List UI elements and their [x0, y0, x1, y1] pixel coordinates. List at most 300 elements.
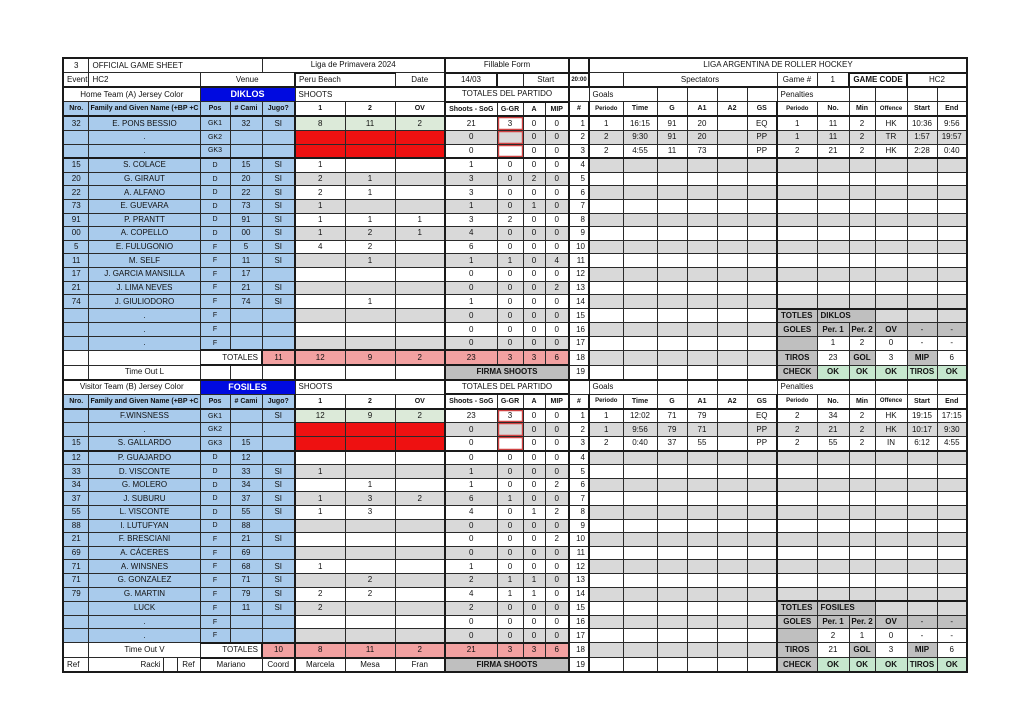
player-number-cell[interactable]: 15 — [63, 437, 89, 451]
goal-assist2-cell[interactable] — [717, 116, 747, 130]
shoot-p2-cell[interactable] — [345, 615, 395, 629]
goal-time-cell[interactable]: 4:55 — [623, 144, 657, 158]
shoot-p2-cell[interactable] — [345, 533, 395, 547]
position-cell[interactable]: GK2 — [200, 423, 230, 437]
player-number-cell[interactable]: 22 — [63, 186, 89, 200]
shoot-p1-cell[interactable]: 2 — [295, 172, 345, 186]
pen-min-cell[interactable]: 2 — [849, 437, 875, 451]
shirt-number-cell[interactable]: 88 — [230, 519, 262, 533]
played-cell[interactable] — [262, 144, 295, 158]
pen-offence-cell[interactable]: HK — [875, 116, 907, 130]
pen-number-cell[interactable]: 21 — [817, 423, 849, 437]
pen-end-cell[interactable]: 17:15 — [937, 409, 967, 423]
shirt-number-cell[interactable]: 33 — [230, 465, 262, 479]
pen-offence-cell[interactable]: HK — [875, 409, 907, 423]
played-cell[interactable] — [262, 437, 295, 451]
shoot-p1-cell[interactable]: 12 — [295, 409, 345, 423]
played-cell[interactable]: SI — [262, 478, 295, 492]
shirt-number-cell[interactable]: 11 — [230, 601, 262, 615]
goal-scorer-cell[interactable]: 91 — [657, 130, 687, 144]
shoot-ov-cell[interactable] — [395, 546, 445, 560]
shoot-p2-cell[interactable]: 11 — [345, 116, 395, 130]
shoot-p2-cell[interactable] — [345, 158, 395, 172]
shoot-p2-cell[interactable]: 3 — [345, 492, 395, 506]
pen-period-cell[interactable]: 2 — [777, 144, 817, 158]
shirt-number-cell[interactable] — [230, 309, 262, 323]
shoot-p2-cell[interactable] — [345, 423, 395, 437]
pen-start-cell[interactable]: 10:36 — [907, 116, 937, 130]
played-cell[interactable]: SI — [262, 560, 295, 574]
goal-scorer-cell[interactable]: 11 — [657, 144, 687, 158]
player-name-cell[interactable]: L. VISCONTE — [89, 506, 200, 520]
player-number-cell[interactable]: 74 — [63, 295, 89, 309]
player-name-cell[interactable]: P. PRANTT — [89, 213, 200, 227]
player-name-cell[interactable]: J. LIMA NEVES — [89, 281, 200, 295]
player-number-cell[interactable]: 21 — [63, 281, 89, 295]
goal-assist1-cell[interactable]: 20 — [687, 116, 717, 130]
date-value[interactable]: 14/03 — [445, 73, 497, 88]
pen-end-cell[interactable]: 9:56 — [937, 116, 967, 130]
goal-time-cell[interactable]: 9:56 — [623, 423, 657, 437]
shoot-ov-cell[interactable] — [395, 506, 445, 520]
position-cell[interactable]: F — [200, 573, 230, 587]
pen-number-cell[interactable]: 34 — [817, 409, 849, 423]
player-number-cell[interactable]: 71 — [63, 573, 89, 587]
event-value[interactable]: HC2 — [89, 73, 200, 88]
pen-period-cell[interactable]: 1 — [777, 130, 817, 144]
player-number-cell[interactable]: 21 — [63, 533, 89, 547]
pen-number-cell[interactable]: 21 — [817, 144, 849, 158]
shirt-number-cell[interactable]: 32 — [230, 116, 262, 130]
shoot-p2-cell[interactable]: 1 — [345, 478, 395, 492]
player-name-cell[interactable]: . — [89, 323, 200, 337]
shoot-ov-cell[interactable]: 2 — [395, 492, 445, 506]
shoot-p2-cell[interactable] — [345, 309, 395, 323]
pen-number-cell[interactable]: 55 — [817, 437, 849, 451]
shoot-ov-cell[interactable] — [395, 573, 445, 587]
played-cell[interactable] — [262, 130, 295, 144]
goal-assist2-cell[interactable] — [717, 423, 747, 437]
shirt-number-cell[interactable] — [230, 336, 262, 350]
player-number-cell[interactable]: 5 — [63, 240, 89, 254]
position-cell[interactable]: D — [200, 186, 230, 200]
shoot-ov-cell[interactable] — [395, 465, 445, 479]
shoot-p1-cell[interactable]: 2 — [295, 601, 345, 615]
position-cell[interactable]: F — [200, 546, 230, 560]
player-name-cell[interactable]: G. GIRAUT — [89, 172, 200, 186]
player-number-cell[interactable]: 69 — [63, 546, 89, 560]
pen-end-cell[interactable]: 4:55 — [937, 437, 967, 451]
shoot-p2-cell[interactable] — [345, 546, 395, 560]
position-cell[interactable]: F — [200, 336, 230, 350]
goal-scorer-cell[interactable]: 71 — [657, 409, 687, 423]
played-cell[interactable]: SI — [262, 172, 295, 186]
shoot-ov-cell[interactable]: 1 — [395, 213, 445, 227]
shoot-ov-cell[interactable] — [395, 629, 445, 643]
position-cell[interactable]: GK1 — [200, 116, 230, 130]
shoot-p2-cell[interactable] — [345, 323, 395, 337]
shoot-p1-cell[interactable] — [295, 519, 345, 533]
position-cell[interactable]: F — [200, 267, 230, 281]
pen-period-cell[interactable]: 2 — [777, 409, 817, 423]
shoot-p2-cell[interactable] — [345, 451, 395, 465]
shoot-ov-cell[interactable] — [395, 186, 445, 200]
shoot-ov-cell[interactable] — [395, 254, 445, 268]
goal-period-cell[interactable]: 1 — [589, 116, 623, 130]
player-number-cell[interactable] — [63, 423, 89, 437]
shoot-ov-cell[interactable] — [395, 172, 445, 186]
position-cell[interactable]: F — [200, 587, 230, 601]
played-cell[interactable]: SI — [262, 409, 295, 423]
position-cell[interactable]: D — [200, 506, 230, 520]
goal-period-cell[interactable]: 2 — [589, 130, 623, 144]
player-number-cell[interactable]: 37 — [63, 492, 89, 506]
goal-scorer-cell[interactable]: 79 — [657, 423, 687, 437]
player-number-cell[interactable]: 17 — [63, 267, 89, 281]
shirt-number-cell[interactable] — [230, 423, 262, 437]
shirt-number-cell[interactable]: 68 — [230, 560, 262, 574]
player-name-cell[interactable]: . — [89, 615, 200, 629]
shirt-number-cell[interactable]: 55 — [230, 506, 262, 520]
goal-time-cell[interactable]: 9:30 — [623, 130, 657, 144]
goal-gs-cell[interactable]: PP — [747, 423, 777, 437]
pen-min-cell[interactable]: 2 — [849, 116, 875, 130]
shoot-ov-cell[interactable] — [395, 478, 445, 492]
shoot-p1-cell[interactable] — [295, 437, 345, 451]
position-cell[interactable]: F — [200, 323, 230, 337]
played-cell[interactable]: SI — [262, 213, 295, 227]
player-name-cell[interactable]: G. MOLERO — [89, 478, 200, 492]
shoot-p1-cell[interactable]: 1 — [295, 492, 345, 506]
position-cell[interactable]: GK2 — [200, 130, 230, 144]
played-cell[interactable]: SI — [262, 227, 295, 241]
played-cell[interactable] — [262, 323, 295, 337]
shoot-p2-cell[interactable] — [345, 519, 395, 533]
player-number-cell[interactable]: 79 — [63, 587, 89, 601]
played-cell[interactable] — [262, 309, 295, 323]
shoot-p1-cell[interactable]: 4 — [295, 240, 345, 254]
shirt-number-cell[interactable]: 34 — [230, 478, 262, 492]
shoot-p2-cell[interactable] — [345, 336, 395, 350]
pen-start-cell[interactable]: 1:57 — [907, 130, 937, 144]
shirt-number-cell[interactable] — [230, 629, 262, 643]
shoot-p2-cell[interactable] — [345, 601, 395, 615]
player-name-cell[interactable]: M. SELF — [89, 254, 200, 268]
shoot-ov-cell[interactable]: 2 — [395, 116, 445, 130]
player-name-cell[interactable]: P. GUAJARDO — [89, 451, 200, 465]
position-cell[interactable]: F — [200, 601, 230, 615]
mesa-name-3[interactable]: Fran — [395, 658, 445, 673]
played-cell[interactable]: SI — [262, 254, 295, 268]
timeout-cell[interactable]: Time Out V — [89, 643, 200, 658]
goal-period-cell[interactable]: 2 — [589, 437, 623, 451]
shirt-number-cell[interactable]: 17 — [230, 267, 262, 281]
position-cell[interactable]: F — [200, 533, 230, 547]
played-cell[interactable]: SI — [262, 492, 295, 506]
played-cell[interactable]: SI — [262, 506, 295, 520]
position-cell[interactable]: D — [200, 172, 230, 186]
player-number-cell[interactable]: 34 — [63, 478, 89, 492]
shoot-p2-cell[interactable]: 1 — [345, 213, 395, 227]
shoot-p1-cell[interactable] — [295, 533, 345, 547]
mesa-name-2[interactable]: Mesa — [345, 658, 395, 673]
pen-start-cell[interactable]: 10:17 — [907, 423, 937, 437]
played-cell[interactable] — [262, 519, 295, 533]
shoot-p1-cell[interactable] — [295, 615, 345, 629]
player-number-cell[interactable]: 32 — [63, 116, 89, 130]
shoot-ov-cell[interactable] — [395, 281, 445, 295]
shirt-number-cell[interactable]: 73 — [230, 199, 262, 213]
goal-assist1-cell[interactable]: 20 — [687, 130, 717, 144]
played-cell[interactable]: SI — [262, 116, 295, 130]
player-name-cell[interactable]: E. PONS BESSIO — [89, 116, 200, 130]
player-number-cell[interactable] — [63, 144, 89, 158]
shoot-p1-cell[interactable] — [295, 267, 345, 281]
shoot-p2-cell[interactable]: 2 — [345, 587, 395, 601]
pen-number-cell[interactable]: 11 — [817, 130, 849, 144]
pen-offence-cell[interactable]: HK — [875, 423, 907, 437]
shoot-p2-cell[interactable] — [345, 629, 395, 643]
played-cell[interactable]: SI — [262, 573, 295, 587]
player-name-cell[interactable]: J. GARCIA MANSILLA — [89, 267, 200, 281]
shirt-number-cell[interactable]: 21 — [230, 533, 262, 547]
shirt-number-cell[interactable]: 37 — [230, 492, 262, 506]
shirt-number-cell[interactable]: 22 — [230, 186, 262, 200]
shoot-ov-cell[interactable] — [395, 423, 445, 437]
position-cell[interactable]: GK3 — [200, 437, 230, 451]
goal-time-cell[interactable]: 0:40 — [623, 437, 657, 451]
position-cell[interactable]: D — [200, 451, 230, 465]
timeout-cell[interactable]: Time Out L — [89, 365, 200, 380]
shoot-ov-cell[interactable]: 1 — [395, 227, 445, 241]
shoot-p1-cell[interactable]: 8 — [295, 116, 345, 130]
shirt-number-cell[interactable] — [230, 409, 262, 423]
shoot-p1-cell[interactable]: 1 — [295, 213, 345, 227]
position-cell[interactable]: D — [200, 492, 230, 506]
pen-period-cell[interactable]: 2 — [777, 423, 817, 437]
player-name-cell[interactable]: A. COPELLO — [89, 227, 200, 241]
shoot-ov-cell[interactable] — [395, 587, 445, 601]
shoot-ov-cell[interactable] — [395, 295, 445, 309]
position-cell[interactable]: F — [200, 560, 230, 574]
shoot-ov-cell[interactable] — [395, 240, 445, 254]
goal-assist2-cell[interactable] — [717, 130, 747, 144]
player-name-cell[interactable]: E. FULUGONIO — [89, 240, 200, 254]
shoot-ov-cell[interactable] — [395, 336, 445, 350]
player-number-cell[interactable] — [63, 629, 89, 643]
player-name-cell[interactable]: F. BRESCIANI — [89, 533, 200, 547]
shoot-p2-cell[interactable]: 1 — [345, 254, 395, 268]
shoot-ov-cell[interactable] — [395, 533, 445, 547]
player-number-cell[interactable]: 12 — [63, 451, 89, 465]
player-name-cell[interactable]: D. VISCONTE — [89, 465, 200, 479]
pen-end-cell[interactable]: 0:40 — [937, 144, 967, 158]
player-number-cell[interactable] — [63, 130, 89, 144]
player-name-cell[interactable]: G. GONZALEZ — [89, 573, 200, 587]
played-cell[interactable] — [262, 267, 295, 281]
goal-scorer-cell[interactable]: 91 — [657, 116, 687, 130]
pen-offence-cell[interactable]: IN — [875, 437, 907, 451]
shirt-number-cell[interactable]: 15 — [230, 158, 262, 172]
pen-offence-cell[interactable]: TR — [875, 130, 907, 144]
shoot-p2-cell[interactable]: 2 — [345, 227, 395, 241]
goal-assist2-cell[interactable] — [717, 409, 747, 423]
pen-offence-cell[interactable]: HK — [875, 144, 907, 158]
goal-assist2-cell[interactable] — [717, 437, 747, 451]
player-name-cell[interactable]: F.WINSNESS — [89, 409, 200, 423]
shoot-ov-cell[interactable] — [395, 519, 445, 533]
shoot-p2-cell[interactable] — [345, 281, 395, 295]
shoot-p1-cell[interactable]: 1 — [295, 227, 345, 241]
player-name-cell[interactable]: J. SUBURU — [89, 492, 200, 506]
player-name-cell[interactable]: E. GUEVARA — [89, 199, 200, 213]
shirt-number-cell[interactable] — [230, 130, 262, 144]
shoot-p1-cell[interactable] — [295, 323, 345, 337]
shoot-p1-cell[interactable] — [295, 309, 345, 323]
shoot-p1-cell[interactable] — [295, 423, 345, 437]
shoot-p1-cell[interactable]: 1 — [295, 465, 345, 479]
player-name-cell[interactable]: G. MARTIN — [89, 587, 200, 601]
position-cell[interactable]: F — [200, 615, 230, 629]
goal-time-cell[interactable]: 16:15 — [623, 116, 657, 130]
shoot-p1-cell[interactable] — [295, 629, 345, 643]
shoot-p2-cell[interactable]: 2 — [345, 573, 395, 587]
player-name-cell[interactable]: I. LUTUFYAN — [89, 519, 200, 533]
goal-gs-cell[interactable]: EQ — [747, 409, 777, 423]
shoot-p2-cell[interactable] — [345, 267, 395, 281]
position-cell[interactable]: D — [200, 465, 230, 479]
game-number-value[interactable]: 1 — [817, 73, 849, 88]
goal-gs-cell[interactable]: PP — [747, 437, 777, 451]
shoot-ov-cell[interactable] — [395, 144, 445, 158]
goal-gs-cell[interactable]: EQ — [747, 116, 777, 130]
pen-period-cell[interactable]: 2 — [777, 437, 817, 451]
player-name-cell[interactable]: . — [89, 423, 200, 437]
venue-value[interactable]: Peru Beach — [295, 73, 395, 88]
shoot-ov-cell[interactable] — [395, 199, 445, 213]
shoot-p2-cell[interactable] — [345, 437, 395, 451]
shoot-p1-cell[interactable]: 1 — [295, 158, 345, 172]
player-name-cell[interactable]: . — [89, 629, 200, 643]
player-name-cell[interactable]: A. WINSNES — [89, 560, 200, 574]
position-cell[interactable]: F — [200, 295, 230, 309]
shoot-p2-cell[interactable] — [345, 130, 395, 144]
shirt-number-cell[interactable]: 69 — [230, 546, 262, 560]
start-value[interactable]: 20:00 — [569, 73, 589, 88]
goal-gs-cell[interactable]: PP — [747, 130, 777, 144]
shirt-number-cell[interactable]: 12 — [230, 451, 262, 465]
pen-min-cell[interactable]: 2 — [849, 423, 875, 437]
player-number-cell[interactable]: 33 — [63, 465, 89, 479]
shirt-number-cell[interactable]: 91 — [230, 213, 262, 227]
position-cell[interactable]: GK1 — [200, 409, 230, 423]
position-cell[interactable]: D — [200, 227, 230, 241]
shoot-p2-cell[interactable] — [345, 560, 395, 574]
pen-start-cell[interactable]: 6:12 — [907, 437, 937, 451]
played-cell[interactable]: SI — [262, 465, 295, 479]
position-cell[interactable]: D — [200, 519, 230, 533]
shirt-number-cell[interactable] — [230, 615, 262, 629]
shoot-ov-cell[interactable] — [395, 437, 445, 451]
player-name-cell[interactable]: J. GIULIODORO — [89, 295, 200, 309]
shirt-number-cell[interactable]: 00 — [230, 227, 262, 241]
position-cell[interactable]: D — [200, 478, 230, 492]
pen-number-cell[interactable]: 11 — [817, 116, 849, 130]
shirt-number-cell[interactable] — [230, 144, 262, 158]
position-cell[interactable]: F — [200, 309, 230, 323]
shoot-p1-cell[interactable] — [295, 478, 345, 492]
goal-scorer-cell[interactable]: 37 — [657, 437, 687, 451]
shirt-number-cell[interactable]: 20 — [230, 172, 262, 186]
pen-start-cell[interactable]: 2:28 — [907, 144, 937, 158]
shoot-p1-cell[interactable] — [295, 546, 345, 560]
shirt-number-cell[interactable]: 74 — [230, 295, 262, 309]
shirt-number-cell[interactable]: 71 — [230, 573, 262, 587]
goal-assist1-cell[interactable]: 71 — [687, 423, 717, 437]
position-cell[interactable]: GK3 — [200, 144, 230, 158]
shoot-ov-cell[interactable] — [395, 309, 445, 323]
goal-assist1-cell[interactable]: 55 — [687, 437, 717, 451]
pen-period-cell[interactable]: 1 — [777, 116, 817, 130]
shoot-p2-cell[interactable]: 1 — [345, 295, 395, 309]
played-cell[interactable] — [262, 451, 295, 465]
pen-min-cell[interactable]: 2 — [849, 144, 875, 158]
shoot-ov-cell[interactable] — [395, 267, 445, 281]
referee2-name[interactable]: Mariano — [200, 658, 262, 673]
shoot-ov-cell[interactable] — [395, 601, 445, 615]
shoot-p1-cell[interactable] — [295, 130, 345, 144]
shoot-ov-cell[interactable] — [395, 451, 445, 465]
pen-start-cell[interactable]: 19:15 — [907, 409, 937, 423]
shoot-ov-cell[interactable] — [395, 158, 445, 172]
shoot-p1-cell[interactable]: 1 — [295, 199, 345, 213]
position-cell[interactable]: F — [200, 254, 230, 268]
shoot-p2-cell[interactable]: 1 — [345, 172, 395, 186]
played-cell[interactable] — [262, 336, 295, 350]
player-number-cell[interactable] — [63, 336, 89, 350]
shoot-p1-cell[interactable] — [295, 144, 345, 158]
player-number-cell[interactable]: 91 — [63, 213, 89, 227]
player-name-cell[interactable]: A. ALFANO — [89, 186, 200, 200]
shoot-ov-cell[interactable] — [395, 615, 445, 629]
goal-time-cell[interactable]: 12:02 — [623, 409, 657, 423]
played-cell[interactable]: SI — [262, 601, 295, 615]
player-name-cell[interactable]: S. GALLARDO — [89, 437, 200, 451]
shoot-p1-cell[interactable]: 2 — [295, 587, 345, 601]
shirt-number-cell[interactable]: 11 — [230, 254, 262, 268]
shoot-p1-cell[interactable] — [295, 573, 345, 587]
player-number-cell[interactable] — [63, 323, 89, 337]
shoot-p2-cell[interactable]: 1 — [345, 186, 395, 200]
shoot-p2-cell[interactable]: 9 — [345, 409, 395, 423]
goal-assist1-cell[interactable]: 73 — [687, 144, 717, 158]
player-name-cell[interactable]: A. CÁCERES — [89, 546, 200, 560]
player-name-cell[interactable]: . — [89, 309, 200, 323]
played-cell[interactable] — [262, 629, 295, 643]
player-number-cell[interactable]: 20 — [63, 172, 89, 186]
pen-min-cell[interactable]: 2 — [849, 409, 875, 423]
shoot-p2-cell[interactable] — [345, 465, 395, 479]
goal-assist1-cell[interactable]: 79 — [687, 409, 717, 423]
shoot-p1-cell[interactable] — [295, 281, 345, 295]
shoot-p2-cell[interactable]: 3 — [345, 506, 395, 520]
pen-min-cell[interactable]: 2 — [849, 130, 875, 144]
player-number-cell[interactable] — [63, 615, 89, 629]
player-number-cell[interactable] — [63, 601, 89, 615]
played-cell[interactable]: SI — [262, 587, 295, 601]
goal-gs-cell[interactable]: PP — [747, 144, 777, 158]
played-cell[interactable]: SI — [262, 281, 295, 295]
